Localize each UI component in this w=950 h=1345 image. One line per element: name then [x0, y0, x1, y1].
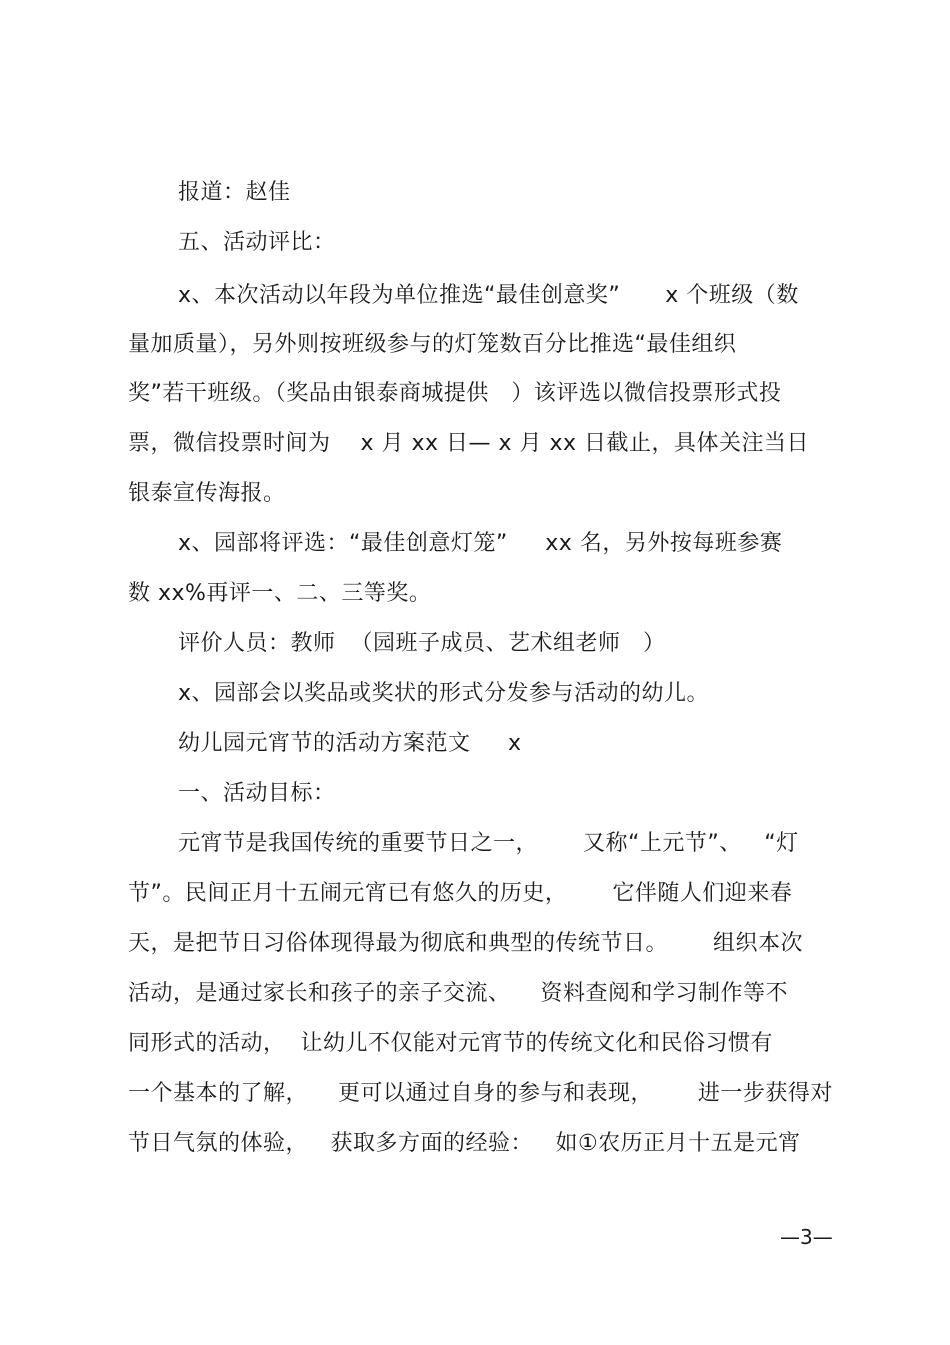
subtitle: 幼儿园元宵节的活动方案范文 x: [178, 731, 522, 756]
text-line: 一个基本的了解， 更可以通过自身的参与和表现， 进一步获得对: [128, 1081, 833, 1106]
section-heading: 五、活动评比：: [178, 230, 336, 255]
section-heading: 一、活动目标：: [178, 781, 336, 806]
text-line: x、园部将评选：“最佳创意灯笼” xx 名，另外按每班参赛: [178, 531, 783, 556]
page-number: —3—: [780, 1225, 833, 1249]
text-line: 评价人员：教师 （园班子成员、艺术组老师 ）: [178, 631, 666, 656]
text-line: 节”。民间正月十五闹元宵已有悠久的历史， 它伴随人们迎来春: [128, 881, 793, 906]
text-line: 元宵节是我国传统的重要节日之一， 又称“上元节”、 “灯: [178, 831, 799, 856]
text-line: x、本次活动以年段为单位推选“最佳创意奖” x 个班级（数: [178, 283, 799, 308]
text-line: 量加质量），另外则按班级参与的灯笼数百分比推选“最佳组织: [128, 332, 737, 357]
text-line: 同形式的活动， 让幼儿不仅能对元宵节的传统文化和民俗习惯有: [128, 1031, 773, 1056]
text-line: 奖”若干班级。（奖品由银泰商城提供 ）该评选以微信投票形式投: [128, 381, 782, 406]
text-line: 报道：赵佳: [178, 180, 291, 205]
text-line: 银泰宣传海报。: [128, 481, 286, 506]
text-line: x、园部会以奖品或奖状的形式分发参与活动的幼儿。: [178, 681, 710, 706]
text-line: 节日气氛的体验， 获取多方面的经验： 如①农历正月十五是元宵: [128, 1131, 801, 1156]
text-line: 天，是把节日习俗体现得最为彻底和典型的传统节日。 组织本次: [128, 931, 803, 956]
text-line: 票，微信投票时间为 x 月 xx 日— x 月 xx 日截止，具体关注当日: [128, 431, 810, 456]
text-line: 数 xx%再评一、二、三等奖。: [128, 581, 432, 606]
text-line: 活动，是通过家长和孩子的亲子交流、 资料查阅和学习制作等不: [128, 981, 788, 1006]
